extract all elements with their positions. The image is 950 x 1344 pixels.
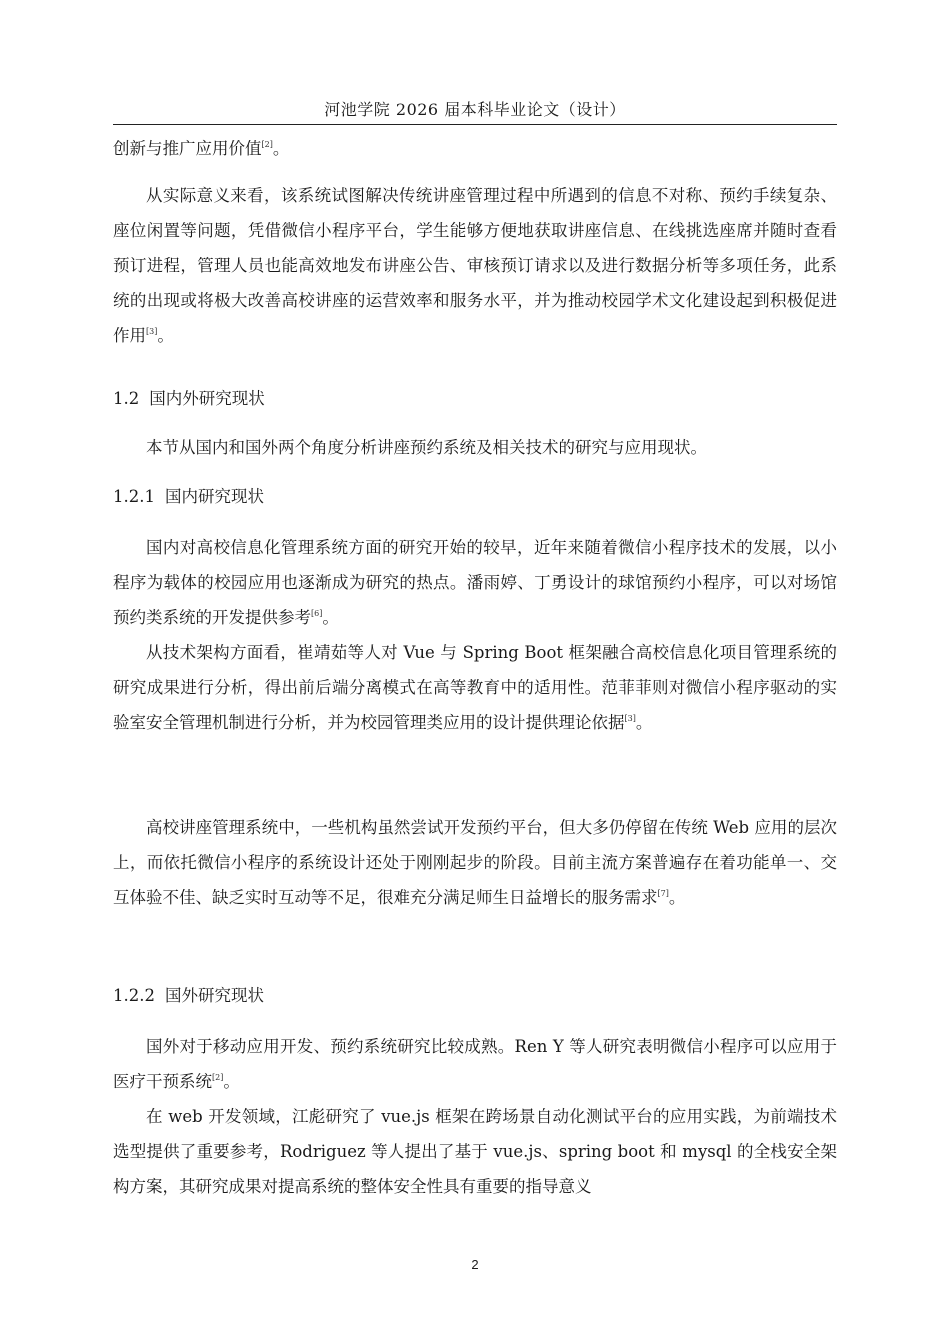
page-header-title: 河池学院 2026 届本科毕业论文（设计）: [324, 100, 626, 119]
section-heading-1-2-1: [113, 483, 837, 511]
section-heading-1-2-2: [113, 982, 837, 1010]
section-number: 1.2: [113, 389, 140, 408]
section-number: 1.2.1: [113, 487, 155, 506]
paragraph-text: 从实际意义来看，该系统试图解决传统讲座管理过程中所遇到的信息不对称、预约手续复杂、座位闲置等问题，凭借微信小程序平台，学生能够方便地获取讲座信息、在线挑选座席并随时查看预订进程，管理人员也能高效地发布讲座公告、审核预订请求以及进行数据分析等多项任务，此系统的出现或将极大改善高校讲座的运营效率和服务水平，并为推动校园学术文化建设起到积极促进作用: [113, 186, 837, 345]
paragraph-text: 高校讲座管理系统中，一些机构虽然尝试开发预约平台，但大多仍停留在传统 Web 应用的层次上，而依托微信小程序的系统设计还处于刚刚起步的阶段。目前主流方案普遍存在着功能单一、交互体验不佳、缺乏实时互动等不足，很难充分满足师生日益增长的服务需求: [113, 818, 837, 907]
paragraph-domestic-3: [113, 810, 837, 915]
paragraph-text: 在 web 开发领域，江彪研究了 vue.js 框架在跨场景自动化测试平台的应用实践，为前端技术选型提供了重要参考，Rodriguez 等人提出了基于 vue.js、spring boot 和 mysql 的全栈安全架构方案，其研究成果对提高系统的整体安全性具有重要的指导意义: [113, 1107, 837, 1196]
section-heading-1-2: [113, 385, 837, 413]
citation-ref: [7]: [657, 889, 669, 898]
section-title: 国内研究现状: [164, 487, 264, 506]
paragraph-domestic-2: [113, 635, 837, 740]
paragraph-foreign-1: [113, 1029, 837, 1099]
paragraph-tail: 。: [272, 139, 290, 158]
paragraph-tail: 。: [322, 608, 339, 627]
citation-ref: [3]: [146, 327, 158, 336]
paragraph-foreign-2: [113, 1099, 837, 1204]
citation-ref: [2]: [261, 140, 273, 149]
section-number: 1.2.2: [113, 986, 155, 1005]
paragraph-text: 国内对高校信息化管理系统方面的研究开始的较早，近年来随着微信小程序技术的发展，以小程序为载体的校园应用也逐渐成为研究的热点。潘雨婷、丁勇设计的球馆预约小程序，可以对场馆预约类系统的开发提供参考: [113, 538, 837, 627]
citation-ref: [6]: [311, 609, 323, 618]
paragraph-tail: 。: [223, 1072, 240, 1091]
citation-ref: [2]: [212, 1073, 224, 1082]
paragraph-text: 国外对于移动应用开发、预约系统研究比较成熟。Ren Y 等人研究表明微信小程序可以应用于医疗干预系统: [113, 1037, 837, 1091]
paragraph-intro-tail: [113, 131, 837, 166]
paragraph-domestic-1: [113, 530, 837, 635]
citation-ref: [3]: [624, 714, 636, 723]
paragraph-tail: 。: [157, 326, 174, 345]
header-rule: [113, 124, 837, 125]
section-title: 国内外研究现状: [149, 389, 265, 408]
paragraph-significance: [113, 178, 837, 353]
paragraph-text: 从技术架构方面看，崔靖茹等人对 Vue 与 Spring Boot 框架融合高校信息化项目管理系统的研究成果进行分析，得出前后端分离模式在高等教育中的适用性。范菲菲则对微信小程序驱动的实验室安全管理机制进行分析，并为校园管理类应用的设计提供理论依据: [113, 643, 837, 732]
paragraph-text: 本节从国内和国外两个角度分析讲座预约系统及相关技术的研究与应用现状。: [146, 438, 707, 457]
paragraph-text: 创新与推广应用价值: [113, 139, 262, 158]
paragraph-tail: 。: [635, 713, 653, 732]
section-title: 国外研究现状: [164, 986, 264, 1005]
paragraph-tail: 。: [668, 888, 686, 907]
page-number: 2: [471, 1257, 479, 1272]
paragraph-section-intro: [113, 430, 837, 465]
